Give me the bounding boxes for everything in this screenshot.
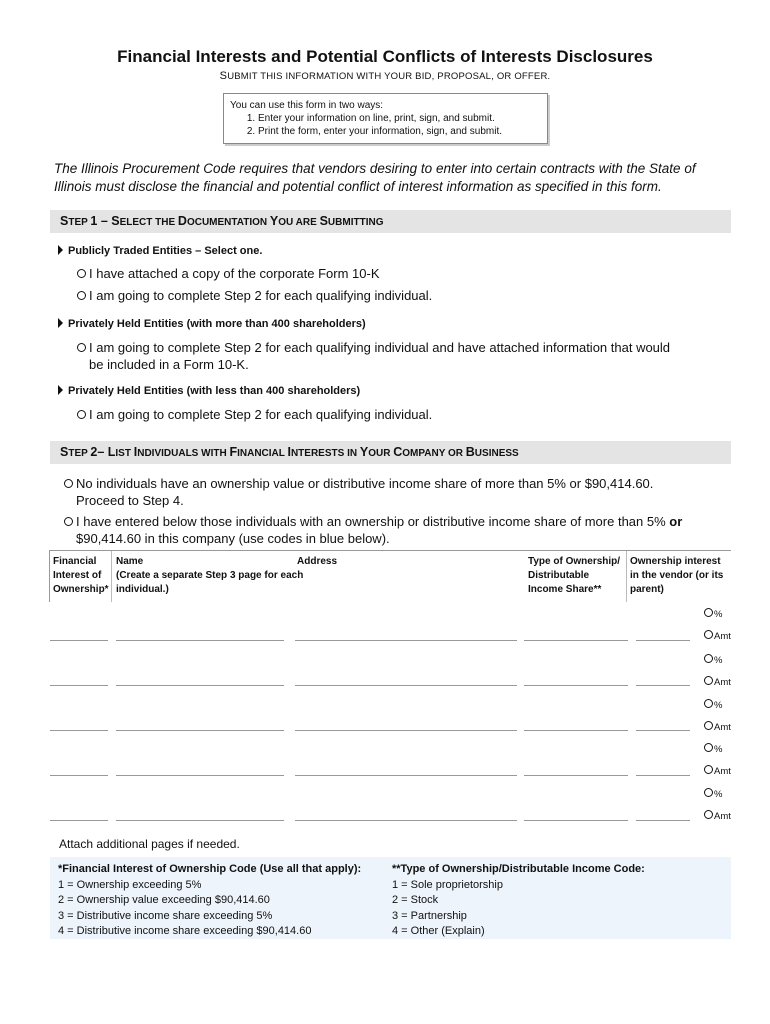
radio-icon[interactable] xyxy=(704,608,713,617)
table-divider xyxy=(111,550,112,602)
step1-heading: STEP 1 – SELECT THE DOCUMENTATION YOU ARE SUBMITTING xyxy=(50,210,731,233)
row2-type-input[interactable] xyxy=(524,685,628,686)
usage-item: 2. Print the form, enter your information, sign, and submit. xyxy=(258,125,541,138)
col-financial-interest: Financial Interest of Ownership* xyxy=(53,556,109,595)
row4-interest-input[interactable] xyxy=(636,775,690,776)
col-ownership-interest: Ownership interest in the vendor (or its parent) xyxy=(630,556,724,595)
private-less-option[interactable]: I am going to complete Step 2 for each qualifying individual. xyxy=(77,406,432,423)
radio-icon[interactable] xyxy=(77,343,86,352)
row2-address-input[interactable] xyxy=(295,685,517,686)
row5-type-input[interactable] xyxy=(524,820,628,821)
radio-icon[interactable] xyxy=(704,699,713,708)
private-more-label: Privately Held Entities (with more than 400 shareholders) xyxy=(58,318,366,330)
radio-icon[interactable] xyxy=(77,269,86,278)
row3-name-input[interactable] xyxy=(116,730,284,731)
radio-icon[interactable] xyxy=(704,676,713,685)
radio-icon[interactable] xyxy=(704,654,713,663)
row2-amount-radio[interactable]: Amt xyxy=(704,676,731,688)
row5-name-input[interactable] xyxy=(116,820,284,821)
radio-icon[interactable] xyxy=(704,810,713,819)
radio-icon[interactable] xyxy=(704,743,713,752)
radio-icon[interactable] xyxy=(704,721,713,730)
row3-address-input[interactable] xyxy=(295,730,517,731)
row1-interest-input[interactable] xyxy=(636,640,690,641)
col-name: Name (Create a separate Step 3 page for each individual.) xyxy=(116,556,304,595)
row4-financial-input[interactable] xyxy=(50,775,108,776)
row4-amount-radio[interactable]: Amt xyxy=(704,765,731,777)
step2-heading: STEP 2– LIST INDIVIDUALS WITH FINANCIAL INTERESTS IN YOUR COMPANY OR BUSINESS xyxy=(50,441,731,464)
row1-percent-radio[interactable]: % xyxy=(704,608,722,620)
row1-address-input[interactable] xyxy=(295,640,517,641)
row3-percent-radio[interactable]: % xyxy=(704,699,722,711)
row4-percent-radio[interactable]: % xyxy=(704,743,722,755)
row2-financial-input[interactable] xyxy=(50,685,108,686)
col-ownership-type: Type of Ownership/ Distributable Income Share** xyxy=(528,556,621,595)
row3-interest-input[interactable] xyxy=(636,730,690,731)
row2-interest-input[interactable] xyxy=(636,685,690,686)
row5-amount-radio[interactable]: Amt xyxy=(704,810,731,822)
radio-icon[interactable] xyxy=(77,410,86,419)
public-entities-label: Publicly Traded Entities – Select one. xyxy=(58,245,262,257)
private-less-label: Privately Held Entities (with less than 400 shareholders) xyxy=(58,385,360,397)
step2-option-none[interactable]: No individuals have an ownership value or distributive income share of more than 5% or $90,414.60. Proceed to Step 4. xyxy=(64,475,734,509)
row5-interest-input[interactable] xyxy=(636,820,690,821)
row2-percent-radio[interactable]: % xyxy=(704,654,722,666)
row4-name-input[interactable] xyxy=(116,775,284,776)
row1-name-input[interactable] xyxy=(116,640,284,641)
usage-instructions-box xyxy=(223,93,548,144)
row2-name-input[interactable] xyxy=(116,685,284,686)
triangle-right-icon xyxy=(58,245,63,255)
table-top-border xyxy=(49,550,731,551)
row3-amount-radio[interactable]: Amt xyxy=(704,721,731,733)
attach-note: Attach additional pages if needed. xyxy=(59,837,240,851)
usage-intro: You can use this form in two ways: xyxy=(230,100,384,111)
usage-item: 1. Enter your information on line, print, sign, and submit. xyxy=(258,112,541,125)
public-option-10k[interactable]: I have attached a copy of the corporate Form 10-K xyxy=(77,265,380,282)
radio-icon[interactable] xyxy=(77,291,86,300)
page-title: Financial Interests and Potential Conflicts of Interests Disclosures xyxy=(117,47,653,66)
row5-financial-input[interactable] xyxy=(50,820,108,821)
row4-address-input[interactable] xyxy=(295,775,517,776)
col-address: Address xyxy=(297,556,338,567)
radio-icon[interactable] xyxy=(64,479,73,488)
triangle-right-icon xyxy=(58,318,63,328)
row3-financial-input[interactable] xyxy=(50,730,108,731)
private-more-option[interactable]: I am going to complete Step 2 for each qualifying individual and have attached information that would be included in a Form 10-K. xyxy=(77,339,727,373)
radio-icon[interactable] xyxy=(704,765,713,774)
intro-paragraph: The Illinois Procurement Code requires that vendors desiring to enter into certain contracts with the State of Illinois must disclose the financial and potential conflict of interest information as specified in this form. xyxy=(54,161,696,194)
page-subtitle: SUBMIT THIS INFORMATION WITH YOUR BID, PROPOSAL, OR OFFER. xyxy=(219,70,551,82)
step2-option-entered[interactable]: I have entered below those individuals with an ownership or distributive income share of more than 5% or $90,414.60 in this company (use codes in blue below). xyxy=(64,513,734,547)
triangle-right-icon xyxy=(58,385,63,395)
row3-type-input[interactable] xyxy=(524,730,628,731)
row5-address-input[interactable] xyxy=(295,820,517,821)
radio-icon[interactable] xyxy=(704,788,713,797)
row1-type-input[interactable] xyxy=(524,640,628,641)
table-border xyxy=(49,550,50,602)
financial-interest-codes: *Financial Interest of Ownership Code (Use all that apply): 1 = Ownership exceeding 5% 2 = Ownership value exceeding $90,414.60 3 = Distributive income share exceeding 5% 4 = Distributive income share exceeding $90,414.60 xyxy=(58,863,362,937)
public-option-step2[interactable]: I am going to complete Step 2 for each qualifying individual. xyxy=(77,287,432,304)
ownership-type-codes: **Type of Ownership/Distributable Income Code: 1 = Sole proprietorship 2 = Stock 3 = Partnership 4 = Other (Explain) xyxy=(392,863,645,937)
codes-legend xyxy=(50,857,731,939)
row4-type-input[interactable] xyxy=(524,775,628,776)
row5-percent-radio[interactable]: % xyxy=(704,788,722,800)
table-divider xyxy=(626,550,627,602)
row1-amount-radio[interactable]: Amt xyxy=(704,630,731,642)
radio-icon[interactable] xyxy=(704,630,713,639)
row1-financial-input[interactable] xyxy=(50,640,108,641)
radio-icon[interactable] xyxy=(64,517,73,526)
